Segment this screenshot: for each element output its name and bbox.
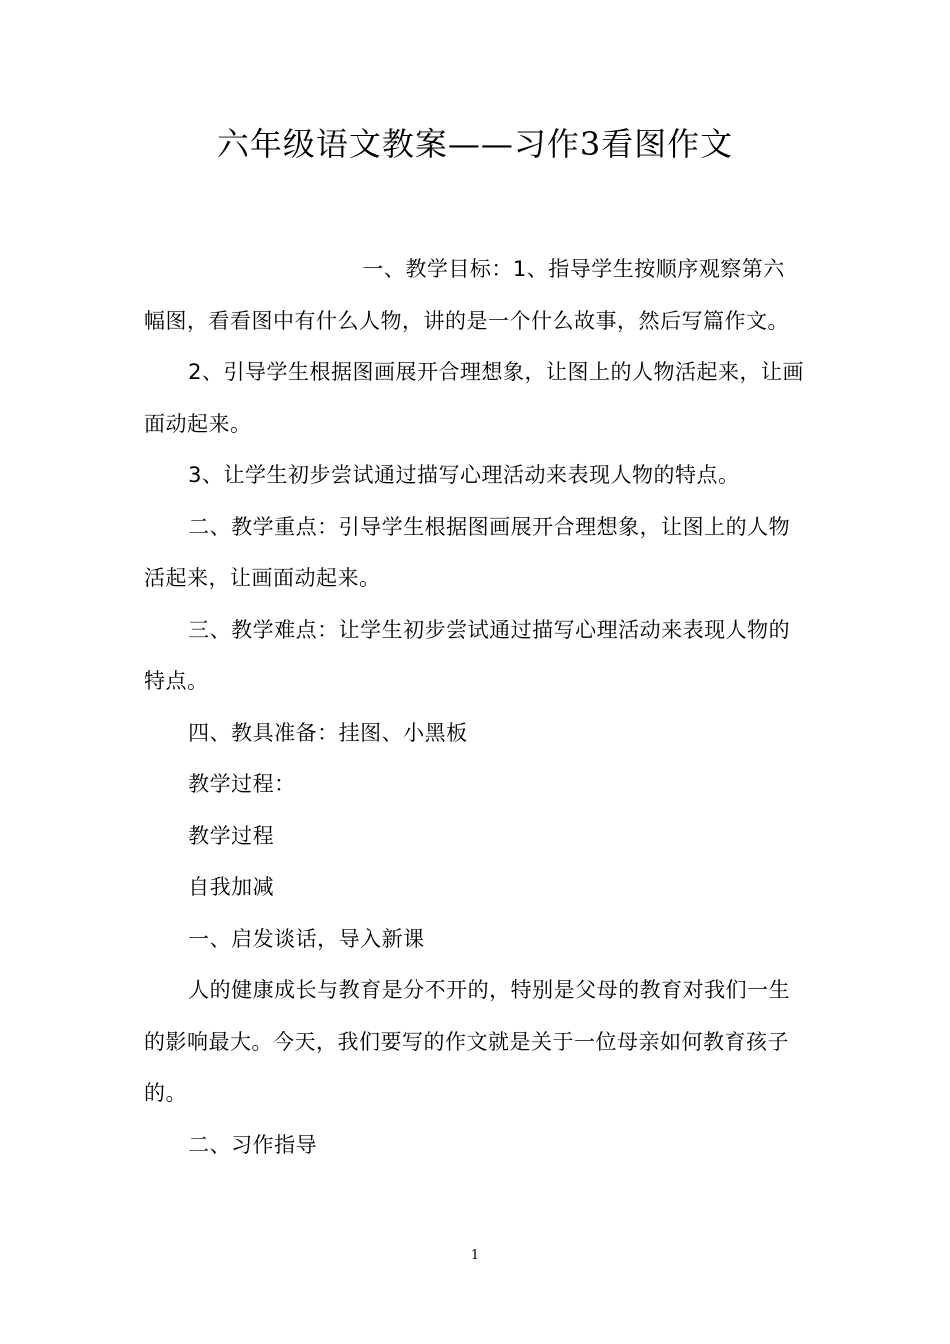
paragraph-section-1-heading: 一、启发谈话，导入新课 [188, 926, 425, 951]
paragraph-process-heading: 教学过程： [188, 772, 296, 796]
paragraph-difficulties: 三、教学难点：让学生初步尝试通过描写心理活动来表现人物的特点。 [144, 617, 791, 693]
page-number: 1 [470, 1248, 480, 1263]
paragraph-teaching-goals: 一、教学目标：1、指导学生按顺序观察第六幅图，看看图中有什么人物，讲的是一个什么故事，然后写篇作文。 [144, 257, 789, 333]
paragraph-process: 教学过程 [188, 823, 275, 848]
paragraph-introduction: 人的健康成长与教育是分不开的，特别是父母的教育对我们一生的影响最大。今天，我们要写的作文就是关于一位母亲如何教育孩子的。 [144, 978, 791, 1105]
paragraph-self-adjust: 自我加减 [188, 875, 275, 899]
document-body [144, 244, 806, 1171]
paragraph-goal-3: 3、让学生初步尝试通过描写心理活动来表现人物的特点。 [188, 463, 740, 487]
paragraph-teaching-aids: 四、教具准备：挂图、小黑板 [188, 720, 468, 745]
paragraph-key-points: 二、教学重点：引导学生根据图画展开合理想象，让图上的人物活起来，让画面动起来。 [144, 514, 791, 590]
paragraph-section-2-heading: 二、习作指导 [188, 1132, 318, 1157]
paragraph-goal-2: 2、引导学生根据图画展开合理想象，让图上的人物活起来，让画面动起来。 [144, 360, 804, 436]
document-title: 六年级语文教案——习作3看图作文 [216, 125, 734, 163]
